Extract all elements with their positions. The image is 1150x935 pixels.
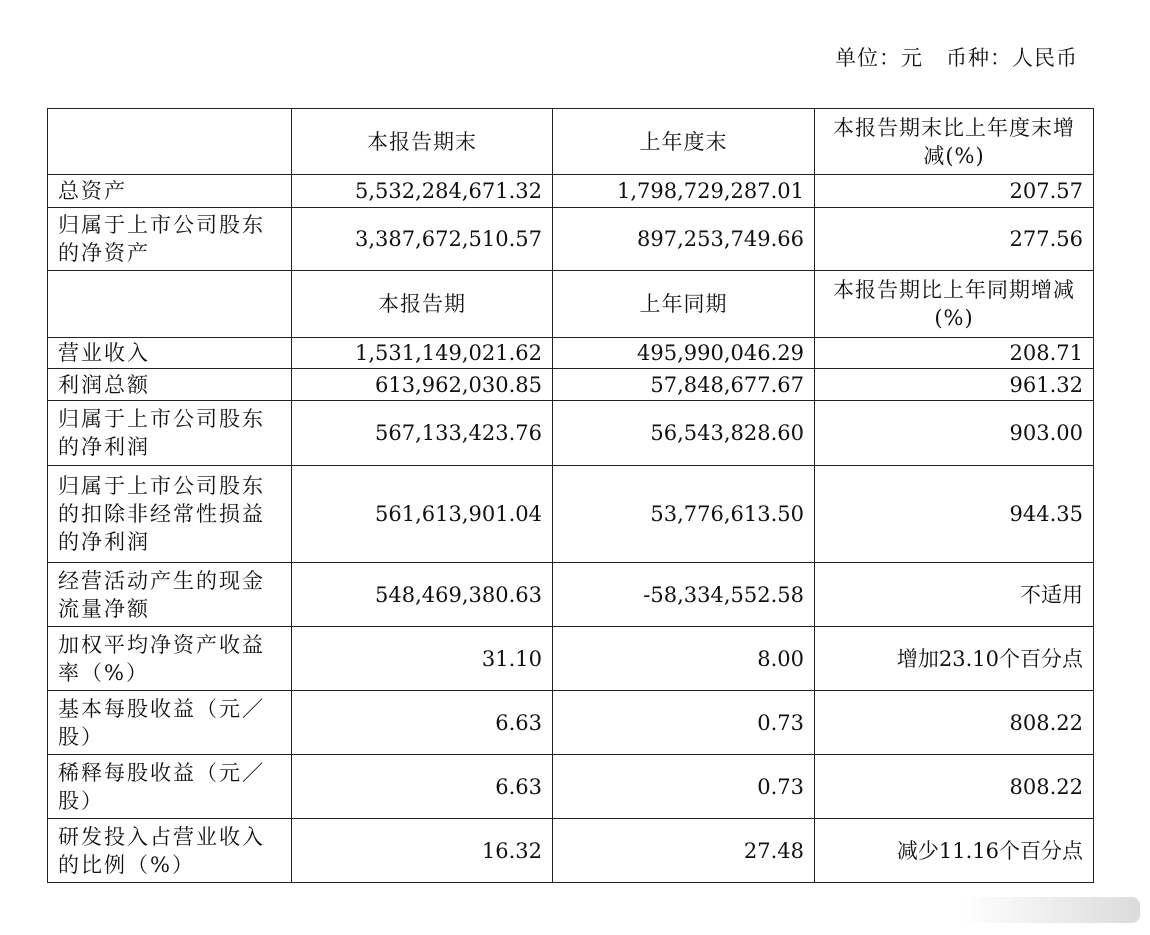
- row-change-value: 808.22: [815, 755, 1094, 819]
- row-label: 稀释每股收益（元／股）: [48, 755, 292, 819]
- row-prior-value: 27.48: [553, 819, 815, 883]
- row-change-value: 减少11.16个百分点: [815, 819, 1094, 883]
- row-change-value: 808.22: [815, 691, 1094, 755]
- row-label: 归属于上市公司股东的净利润: [48, 401, 292, 466]
- table-row: [48, 691, 1094, 755]
- row-current-value: 561,613,901.04: [292, 466, 553, 563]
- row-prior-value: 897,253,749.66: [553, 208, 815, 271]
- row-prior-value: -58,334,552.58: [553, 563, 815, 627]
- row-label: 加权平均净资产收益率（%）: [48, 627, 292, 691]
- table-row: [48, 563, 1094, 627]
- row-label: 总资产: [48, 175, 292, 208]
- row-change-value: 增加23.10个百分点: [815, 627, 1094, 691]
- table-row: [48, 369, 1094, 401]
- row-prior-value: 0.73: [553, 755, 815, 819]
- row-label: 利润总额: [48, 369, 292, 401]
- row-current-value: 6.63: [292, 755, 553, 819]
- row-change-value: 208.71: [815, 338, 1094, 369]
- watermark-logo: [960, 897, 1140, 923]
- table-row: [48, 755, 1094, 819]
- row-change-value: 903.00: [815, 401, 1094, 466]
- row-current-value: 31.10: [292, 627, 553, 691]
- row-current-value: 16.32: [292, 819, 553, 883]
- header-cell-prior-year-end: 上年度末: [553, 109, 815, 175]
- header-cell-current-period: 本报告期: [292, 271, 553, 338]
- row-change-value: 944.35: [815, 466, 1094, 563]
- row-label: 归属于上市公司股东的净资产: [48, 208, 292, 271]
- row-change-value: 961.32: [815, 369, 1094, 401]
- row-change-value: 207.57: [815, 175, 1094, 208]
- header-cell-change-pct-b: 本报告期比上年同期增减(%): [815, 271, 1094, 338]
- row-prior-value: 53,776,613.50: [553, 466, 815, 563]
- row-current-value: 6.63: [292, 691, 553, 755]
- row-label: 经营活动产生的现金流量净额: [48, 563, 292, 627]
- unit-currency-note: 单位：元 币种：人民币: [834, 46, 1078, 70]
- row-prior-value: 495,990,046.29: [553, 338, 815, 369]
- row-current-value: 567,133,423.76: [292, 401, 553, 466]
- header-cell-prior-period: 上年同期: [553, 271, 815, 338]
- row-label: 归属于上市公司股东的扣除非经常性损益的净利润: [48, 466, 292, 563]
- table-row: [48, 208, 1094, 271]
- table-header-row-period: [48, 271, 1094, 338]
- row-change-value: 277.56: [815, 208, 1094, 271]
- header-cell-change-pct-a: 本报告期末比上年度末增减(%): [815, 109, 1094, 175]
- row-label: 基本每股收益（元／股）: [48, 691, 292, 755]
- table-row: [48, 466, 1094, 563]
- table-row: [48, 627, 1094, 691]
- table-row: [48, 819, 1094, 883]
- row-current-value: 548,469,380.63: [292, 563, 553, 627]
- row-prior-value: 56,543,828.60: [553, 401, 815, 466]
- row-prior-value: 0.73: [553, 691, 815, 755]
- header-cell-item: [48, 109, 292, 175]
- row-label: 研发投入占营业收入的比例（%）: [48, 819, 292, 883]
- row-current-value: 613,962,030.85: [292, 369, 553, 401]
- row-current-value: 5,532,284,671.32: [292, 175, 553, 208]
- table-row: [48, 338, 1094, 369]
- header-cell-current-period-end: 本报告期末: [292, 109, 553, 175]
- row-label: 营业收入: [48, 338, 292, 369]
- row-prior-value: 8.00: [553, 627, 815, 691]
- table-row: [48, 401, 1094, 466]
- row-current-value: 1,531,149,021.62: [292, 338, 553, 369]
- table-row: [48, 175, 1094, 208]
- row-change-value: 不适用: [815, 563, 1094, 627]
- row-current-value: 3,387,672,510.57: [292, 208, 553, 271]
- row-prior-value: 1,798,729,287.01: [553, 175, 815, 208]
- row-prior-value: 57,848,677.67: [553, 369, 815, 401]
- financial-summary-table: [47, 108, 1094, 883]
- table-header-row-period-end: [48, 109, 1094, 175]
- header-cell-item: [48, 271, 292, 338]
